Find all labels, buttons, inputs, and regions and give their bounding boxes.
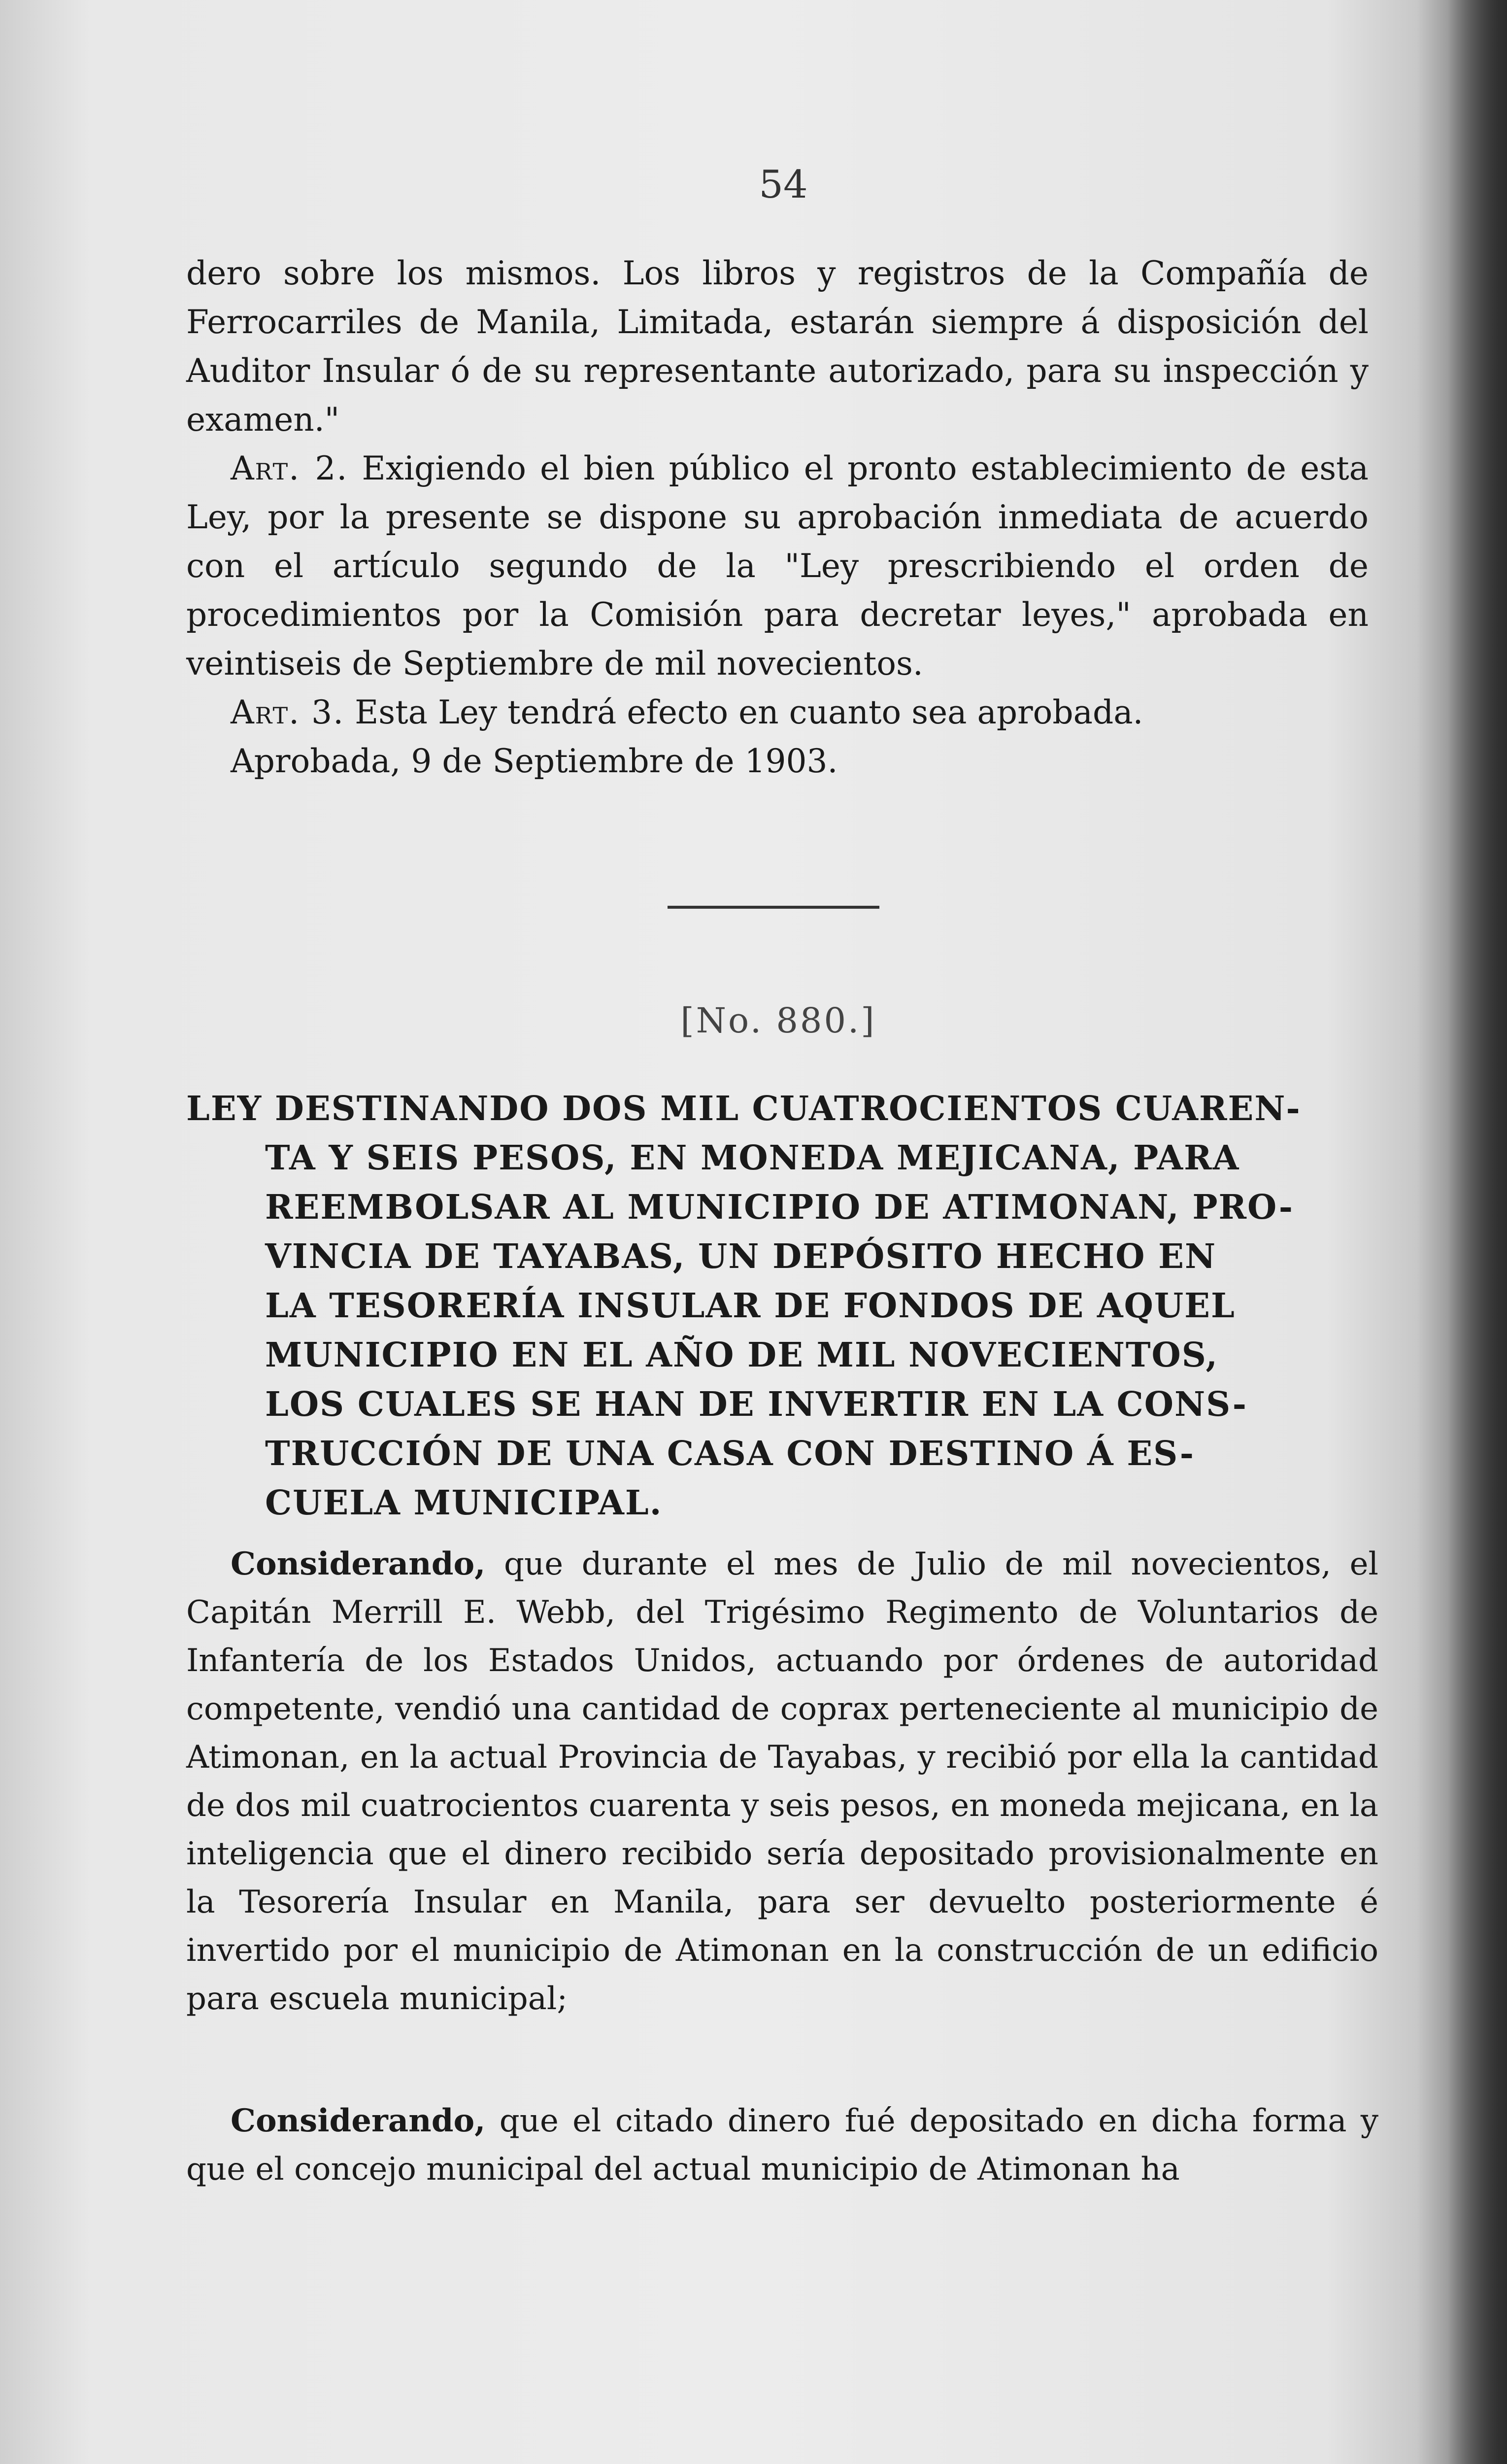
article-2-label: Art. 2.	[231, 449, 348, 487]
continuation-paragraph: dero sobre los mismos. Los libros y registros de la Compañía de Ferrocarriles de Manila, Limitada, estarán siempre á disposición del Auditor Insular ó de su representante autorizado, para su inspección y examen."	[186, 254, 1369, 439]
article-3-text: Esta Ley tendrá efecto en cuanto sea aprobada.	[355, 693, 1143, 731]
law-title-line: VINCIA DE TAYABAS, UN DEPÓSITO HECHO EN	[265, 1237, 1217, 1276]
article-3	[186, 688, 1369, 737]
law-title-line: LA TESORERÍA INSULAR DE FONDOS DE AQUEL	[265, 1286, 1236, 1326]
considerando-paragraph-2	[186, 2097, 1378, 2193]
law-title-line: CUELA MUNICIPAL.	[265, 1483, 663, 1523]
considerando-paragraph-1	[186, 1540, 1378, 2023]
considerando-lead: Considerando,	[231, 2102, 486, 2139]
section-divider	[668, 906, 879, 909]
law-title-line: TRUCCIÓN DE UNA CASA CON DESTINO Á ES-	[265, 1434, 1195, 1473]
law-title-line: MUNICIPIO EN EL AÑO DE MIL NOVECIENTOS,	[265, 1335, 1219, 1375]
considerando-lead: Considerando,	[231, 1545, 486, 1582]
law-title-line: TA Y SEIS PESOS, EN MONEDA MEJICANA, PARA	[265, 1138, 1240, 1178]
law-number: [No. 880.]	[680, 1000, 876, 1041]
page-number: 54	[759, 163, 808, 207]
book-spine-shadow	[1448, 0, 1507, 2464]
law-title-line: LOS CUALES SE HAN DE INVERTIR EN LA CONS-	[265, 1385, 1247, 1424]
law-title-line: LEY DESTINANDO DOS MIL CUATROCIENTOS CUAREN-	[186, 1089, 1301, 1129]
article-2-text: Exigiendo el bien público el pronto establecimiento de esta Ley, por la presente se dispone su aprobación inmediata de acuerdo con el artículo segundo de la "Ley prescribiendo el orden de procedimientos por la Comisión para decretar leyes," aprobada en veintiseis de Septiembre de mil novecientos.	[186, 449, 1369, 683]
article-3-label: Art. 3.	[231, 693, 345, 731]
law-title	[186, 1084, 1378, 1528]
continuation-block	[186, 249, 1369, 786]
considerando-text: que el citado dinero fué depositado en dicha forma y que el concejo municipal del actual municipio de Atimonan ha	[186, 2103, 1379, 2188]
approval-date: Aprobada, 9 de Septiembre de 1903.	[231, 742, 838, 780]
law-title-line: REEMBOLSAR AL MUNICIPIO DE ATIMONAN, PRO-	[265, 1188, 1294, 1227]
article-2	[186, 444, 1369, 688]
considerando-text: que durante el mes de Julio de mil novecientos, el Capitán Merrill E. Webb, del Trigésimo Regimento de Voluntarios de Infantería de los Estados Unidos, actuando por órdenes de autoridad competente, vendió una cantidad de coprax perteneciente al municipio de Atimonan, en la actual Provincia de Tayabas, y recibió por ella la cantidad de dos mil cuatrocientos cuarenta y seis pesos, en moneda mejicana, en la inteligencia que el dinero recibido sería depositado provisionalmente en la Tesorería Insular en Manila, para ser devuelto posteriormente é invertido por el municipio de Atimonan en la construcción de un edificio para escuela municipal;	[186, 1546, 1378, 2017]
